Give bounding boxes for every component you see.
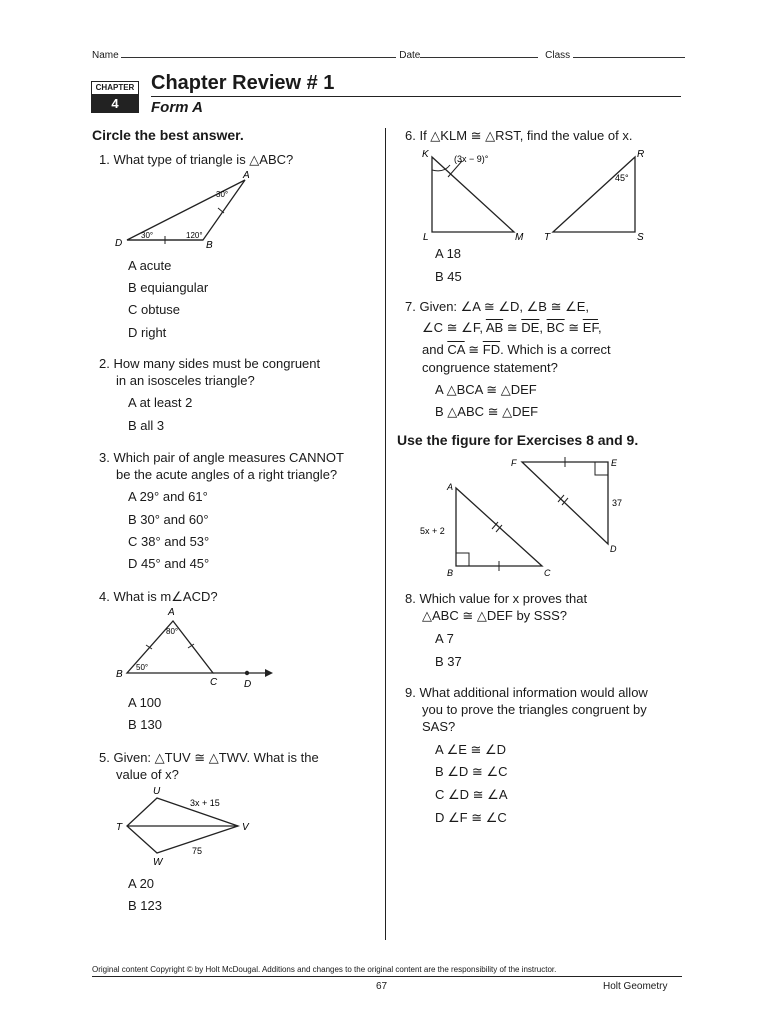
page-title: Chapter Review # 1 [151, 72, 335, 94]
q4-option-a[interactable]: A 100 [128, 695, 162, 710]
label-c: C [544, 568, 551, 578]
q8-line-2: △ABC ≅ △DEF by SSS? [422, 608, 568, 623]
q4-label-a: A [168, 607, 175, 618]
q6-option-a[interactable]: A 18 [435, 246, 462, 261]
q8-number: 8. [405, 591, 416, 606]
q8-option-b[interactable]: B 37 [435, 654, 462, 669]
book-title: Holt Geometry [603, 981, 668, 992]
q1-text: What type of triangle is △ABC? [113, 152, 294, 167]
q3-option-b[interactable]: B 30° and 60° [128, 512, 209, 527]
q4-text: What is m∠ACD? [113, 589, 218, 604]
q6-label-k: K [422, 149, 429, 160]
q7-option-a[interactable]: A △BCA ≅ △DEF [435, 382, 537, 397]
q5-label-w: W [153, 857, 163, 868]
side-ab: 5x + 2 [420, 526, 445, 536]
q3-line-2: be the acute angles of a right triangle? [116, 467, 338, 482]
question-1 [99, 151, 293, 168]
question-8 [405, 590, 587, 624]
q9-line-1: What additional information would allow [419, 685, 648, 700]
q2-number: 2. [99, 356, 110, 371]
q7-option-b[interactable]: B △ABC ≅ △DEF [435, 404, 539, 419]
q1-label-b: B [206, 240, 213, 251]
q7-l2g: ≅ [564, 320, 583, 335]
page-subtitle: Form A [151, 99, 203, 116]
q6-option-b[interactable]: B 45 [435, 269, 462, 284]
q1-option-a[interactable]: A acute [128, 258, 172, 273]
q6-label-r: R [637, 149, 645, 160]
q7-l2c: ≅ [503, 320, 522, 335]
q5-label-t: T [116, 822, 123, 833]
class-field[interactable] [573, 57, 685, 58]
column-divider [385, 128, 386, 940]
q4-point-d [245, 671, 249, 675]
q5-option-b[interactable]: B 123 [128, 898, 162, 913]
q4-number: 4. [99, 589, 110, 604]
q4-label-c: C [210, 677, 218, 688]
q5-side-wv: 75 [192, 846, 203, 856]
q7-l2i: , [597, 320, 602, 335]
q7-seg-ca: $\overline{CA}$ [447, 342, 465, 357]
name-row [92, 50, 685, 61]
q4-arrow [265, 669, 273, 677]
q8-option-a[interactable]: A 7 [435, 631, 454, 646]
question-3 [99, 449, 344, 483]
q7-line-1: Given: ∠A ≅ ∠D, ∠B ≅ ∠E, [419, 299, 590, 314]
q6-triangle-rst [553, 157, 635, 232]
q9-number: 9. [405, 685, 416, 700]
q6-triangle-klm [432, 157, 514, 232]
label-a: A [447, 482, 454, 492]
q1-number: 1. [99, 152, 110, 167]
q7-l2a: ∠C ≅ ∠F, [422, 320, 486, 335]
chapter-number: 4 [91, 95, 139, 113]
q3-option-d[interactable]: D 45° and 45° [128, 556, 210, 571]
question-5 [99, 749, 319, 783]
q5-label-v: V [242, 822, 249, 833]
q4-angle-b: 50° [136, 663, 149, 672]
q1-label-a: A [243, 170, 250, 181]
q2-option-b[interactable]: B all 3 [128, 418, 165, 433]
q1-angle-a: 30° [216, 190, 229, 199]
q4-figure [110, 603, 280, 689]
q7-line-2 [422, 319, 602, 336]
q1-label-d: D [115, 238, 123, 249]
right-angle-e [595, 462, 608, 475]
q7-l3c: ≅ [464, 342, 483, 357]
question-2 [99, 355, 320, 389]
q9-option-d[interactable]: D ∠F ≅ ∠C [435, 810, 507, 825]
q2-line-2: in an isosceles triangle? [116, 373, 255, 388]
q1-figure [110, 168, 260, 254]
date-field[interactable] [420, 57, 538, 58]
label-f: F [511, 458, 517, 468]
page-number: 67 [376, 981, 388, 992]
q7-seg-bc: $\overline{BC}$ [546, 320, 565, 335]
q3-option-a[interactable]: A 29° and 61° [128, 489, 208, 504]
instructions: Circle the best answer. [92, 127, 244, 143]
q9-line-3: SAS? [422, 719, 456, 734]
q3-number: 3. [99, 450, 110, 465]
q6-label-t: T [544, 232, 551, 243]
q6-label-s: S [637, 232, 644, 243]
q6-angle-r: 45° [615, 173, 629, 183]
q4-angle-a: 80° [166, 627, 179, 636]
q7-number: 7. [405, 299, 416, 314]
q7-seg-ef: $\overline{EF}$ [582, 320, 598, 335]
q6-label-l: L [423, 232, 429, 243]
q3-option-c[interactable]: C 38° and 53° [128, 534, 210, 549]
q9-option-c[interactable]: C ∠D ≅ ∠A [435, 787, 508, 802]
q5-line-1: Given: △TUV ≅ △TWV. What is the [113, 750, 319, 765]
q7-l3a: and [422, 342, 448, 357]
q7-seg-ab: $\overline{AB}$ [485, 320, 504, 335]
copyright: Original content Copyright © by Holt McDougal. Additions and changes to the original content are the responsibility of the instructor. [92, 965, 557, 974]
q6-figure [418, 145, 658, 245]
q6-number: 6. [405, 128, 416, 143]
q9-option-b[interactable]: B ∠D ≅ ∠C [435, 764, 508, 779]
q3-line-1: Which pair of angle measures CANNOT [113, 450, 344, 465]
q4-label-d: D [244, 679, 252, 689]
name-field[interactable] [121, 57, 396, 58]
q5-figure [110, 783, 270, 869]
q8-line-1: Which value for x proves that [419, 591, 588, 606]
q4-label-b: B [116, 669, 123, 680]
q7-line-4: congruence statement? [422, 360, 558, 375]
q7-seg-de: $\overline{DE}$ [521, 320, 540, 335]
date-label: Date [399, 50, 421, 61]
q7-l3e: . Which is a correct [500, 342, 611, 357]
chapter-tag: CHAPTER [91, 81, 139, 95]
q4-option-b[interactable]: B 130 [128, 717, 162, 732]
q5-side-uv: 3x + 15 [190, 798, 220, 808]
title-rule [151, 96, 681, 97]
right-angle-b [456, 553, 469, 566]
q7-l2e: , [539, 320, 547, 335]
q6-label-m: M [515, 232, 524, 243]
question-7 [405, 298, 589, 315]
q5-line-2: value of x? [116, 767, 179, 782]
q1-angle-d: 30° [141, 231, 154, 240]
q5-label-u: U [153, 786, 161, 797]
q7-seg-fd: $\overline{FD}$ [482, 342, 501, 357]
q6-angle-k: (3x − 9)° [454, 154, 489, 164]
q9-option-a[interactable]: A ∠E ≅ ∠D [435, 742, 507, 757]
footer-rule [92, 976, 682, 977]
fig89-figure [412, 452, 642, 580]
figure-heading: Use the figure for Exercises 8 and 9. [397, 432, 639, 448]
name-label: Name [92, 50, 119, 61]
side-ed: 37 [612, 498, 623, 508]
label-b: B [447, 568, 454, 578]
label-d: D [610, 544, 617, 554]
q2-option-a[interactable]: A at least 2 [128, 395, 193, 410]
q2-line-1: How many sides must be congruent [113, 356, 321, 371]
q1-angle-b: 120° [186, 231, 203, 240]
question-9 [405, 684, 648, 735]
q6-text: If △KLM ≅ △RST, find the value of x. [419, 128, 633, 143]
q5-option-a[interactable]: A 20 [128, 876, 155, 891]
label-e: E [611, 458, 618, 468]
question-6 [405, 127, 632, 144]
q7-line-3 [422, 341, 611, 358]
q1-option-c[interactable]: C obtuse [128, 302, 181, 317]
class-label: Class [545, 50, 571, 61]
q1-option-b[interactable]: B equiangular [128, 280, 209, 295]
q9-line-2: you to prove the triangles congruent by [422, 702, 647, 717]
q1-option-d[interactable]: D right [128, 325, 167, 340]
q5-number: 5. [99, 750, 110, 765]
